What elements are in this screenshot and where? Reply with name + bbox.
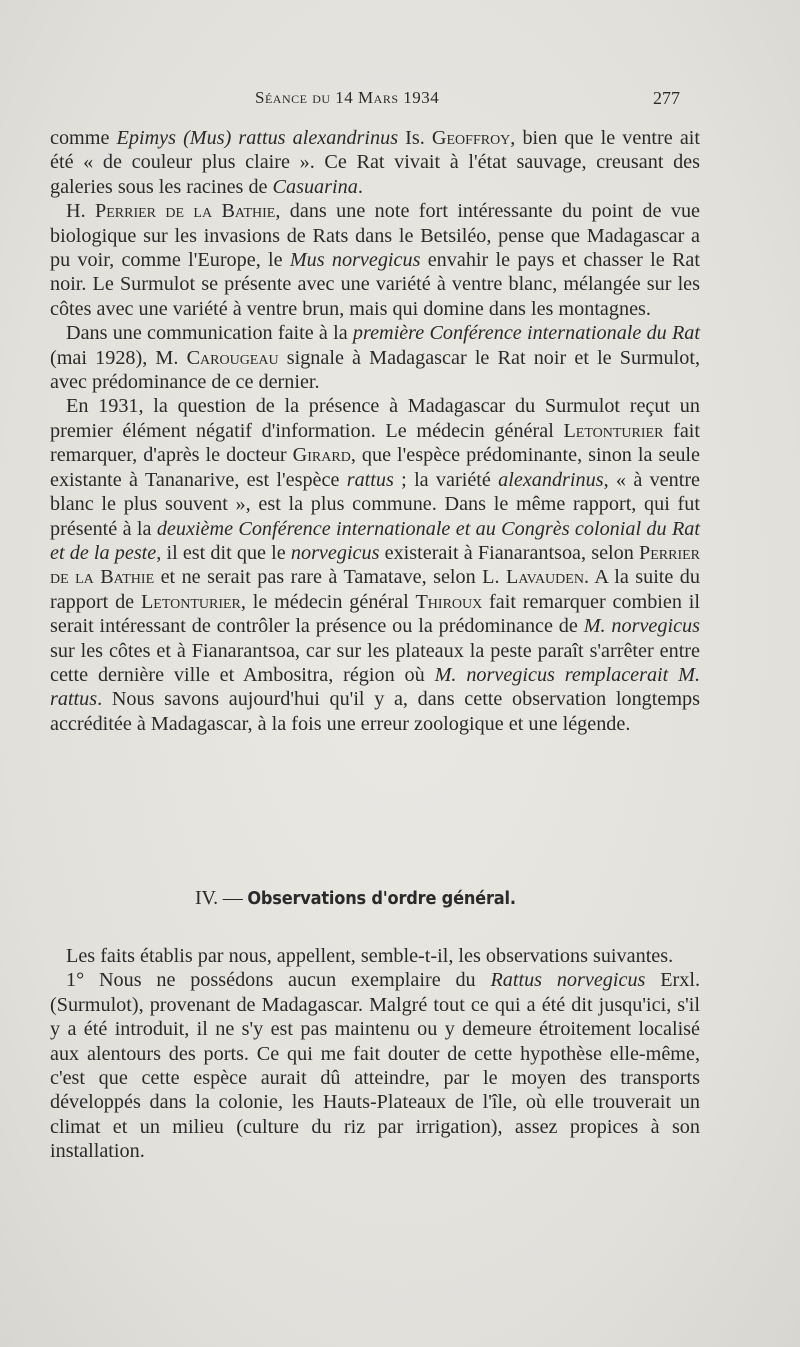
section-title: Observations d'ordre général. bbox=[247, 888, 516, 909]
section-number: IV. — bbox=[195, 887, 248, 909]
running-head: Séance du 14 Mars 1934 bbox=[255, 88, 440, 107]
section-heading bbox=[195, 887, 715, 910]
paragraph: Les faits établis par nous, appellent, semble-t-il, les observations suivantes. bbox=[66, 945, 674, 967]
paragraph: H. Perrier de la Bathie, dans une note fort intéressante du point de vue biologique sur les invasions de Rats dans le Betsiléo, pense que Madagascar a pu voir, comme l'Europe, le Mus norvegicus envahir le pays et chasser le Rat noir. Le Surmulot se présente avec une variété à ventre blanc, mélangée sur les côtes avec une variété à ventre brun, mais qui domine dans les montagnes. bbox=[50, 200, 700, 320]
section-text-block bbox=[50, 944, 700, 1164]
page-number: 277 bbox=[653, 88, 680, 108]
page-header bbox=[0, 88, 800, 118]
paragraph: comme Epimys (Mus) rattus alexandrinus Is. Geoffroy, bien que le ventre ait été « de couleur plus claire ». Ce Rat vivait à l'état sauvage, creusant des galeries sous les racines de Casuarina. bbox=[50, 127, 701, 198]
main-text-block bbox=[50, 126, 700, 736]
paragraph: 1° Nous ne possédons aucun exemplaire du Rattus norvegicus Erxl. (Surmulot), provenant de Madagascar. Malgré tout ce qui a été dit jusqu'ici, s'il y a été introduit, il ne s'y est pas maintenu ou y demeure étroitement localisé aux alentours des ports. Ce qui me fait douter de cette hypothèse elle-même, c'est que cette espèce aurait dû atteindre, par le moyen des transports développés dans la colonie, les Hauts-Plateaux de l'île, où elle trouverait un climat et un milieu (culture du riz par irrigation), assez propices à son installation. bbox=[50, 969, 700, 1163]
paragraph: En 1931, la question de la présence à Madagascar du Surmulot reçut un premier élément négatif d'information. Le médecin général Letonturier fait remarquer, d'après le docteur Girard, que l'espèce prédominante, sinon la seule existante à Tananarive, est l'espèce rattus ; la variété alexandrinus, « à ventre blanc le plus souvent », est la plus commune. Dans le même rapport, qui fut présenté à la deuxième Conférence internationale et au Congrès colonial du Rat et de la peste, il est dit que le norvegicus existerait à Fianarantsoa, selon Perrier de la Bathie et ne serait pas rare à Tamatave, selon L. Lavauden. A la suite du rapport de Letonturier, le médecin général Thiroux fait remarquer combien il serait intéressant de contrôler la présence ou la prédominance de M. norvegicus sur les côtes et à Fianarantsoa, car sur les plateaux la peste paraît s'arrêter entre cette dernière ville et Ambositra, région où M. norvegicus remplacerait M. rattus. Nous savons aujourd'hui qu'il y a, dans cette observation longtemps accréditée à Madagascar, à la fois une erreur zoologique et une légende. bbox=[50, 395, 701, 735]
paragraph: Dans une communication faite à la première Conférence internationale du Rat (mai 1928), M. Carougeau signale à Madagascar le Rat noir et le Surmulot, avec prédominance de ce dernier. bbox=[50, 322, 700, 394]
